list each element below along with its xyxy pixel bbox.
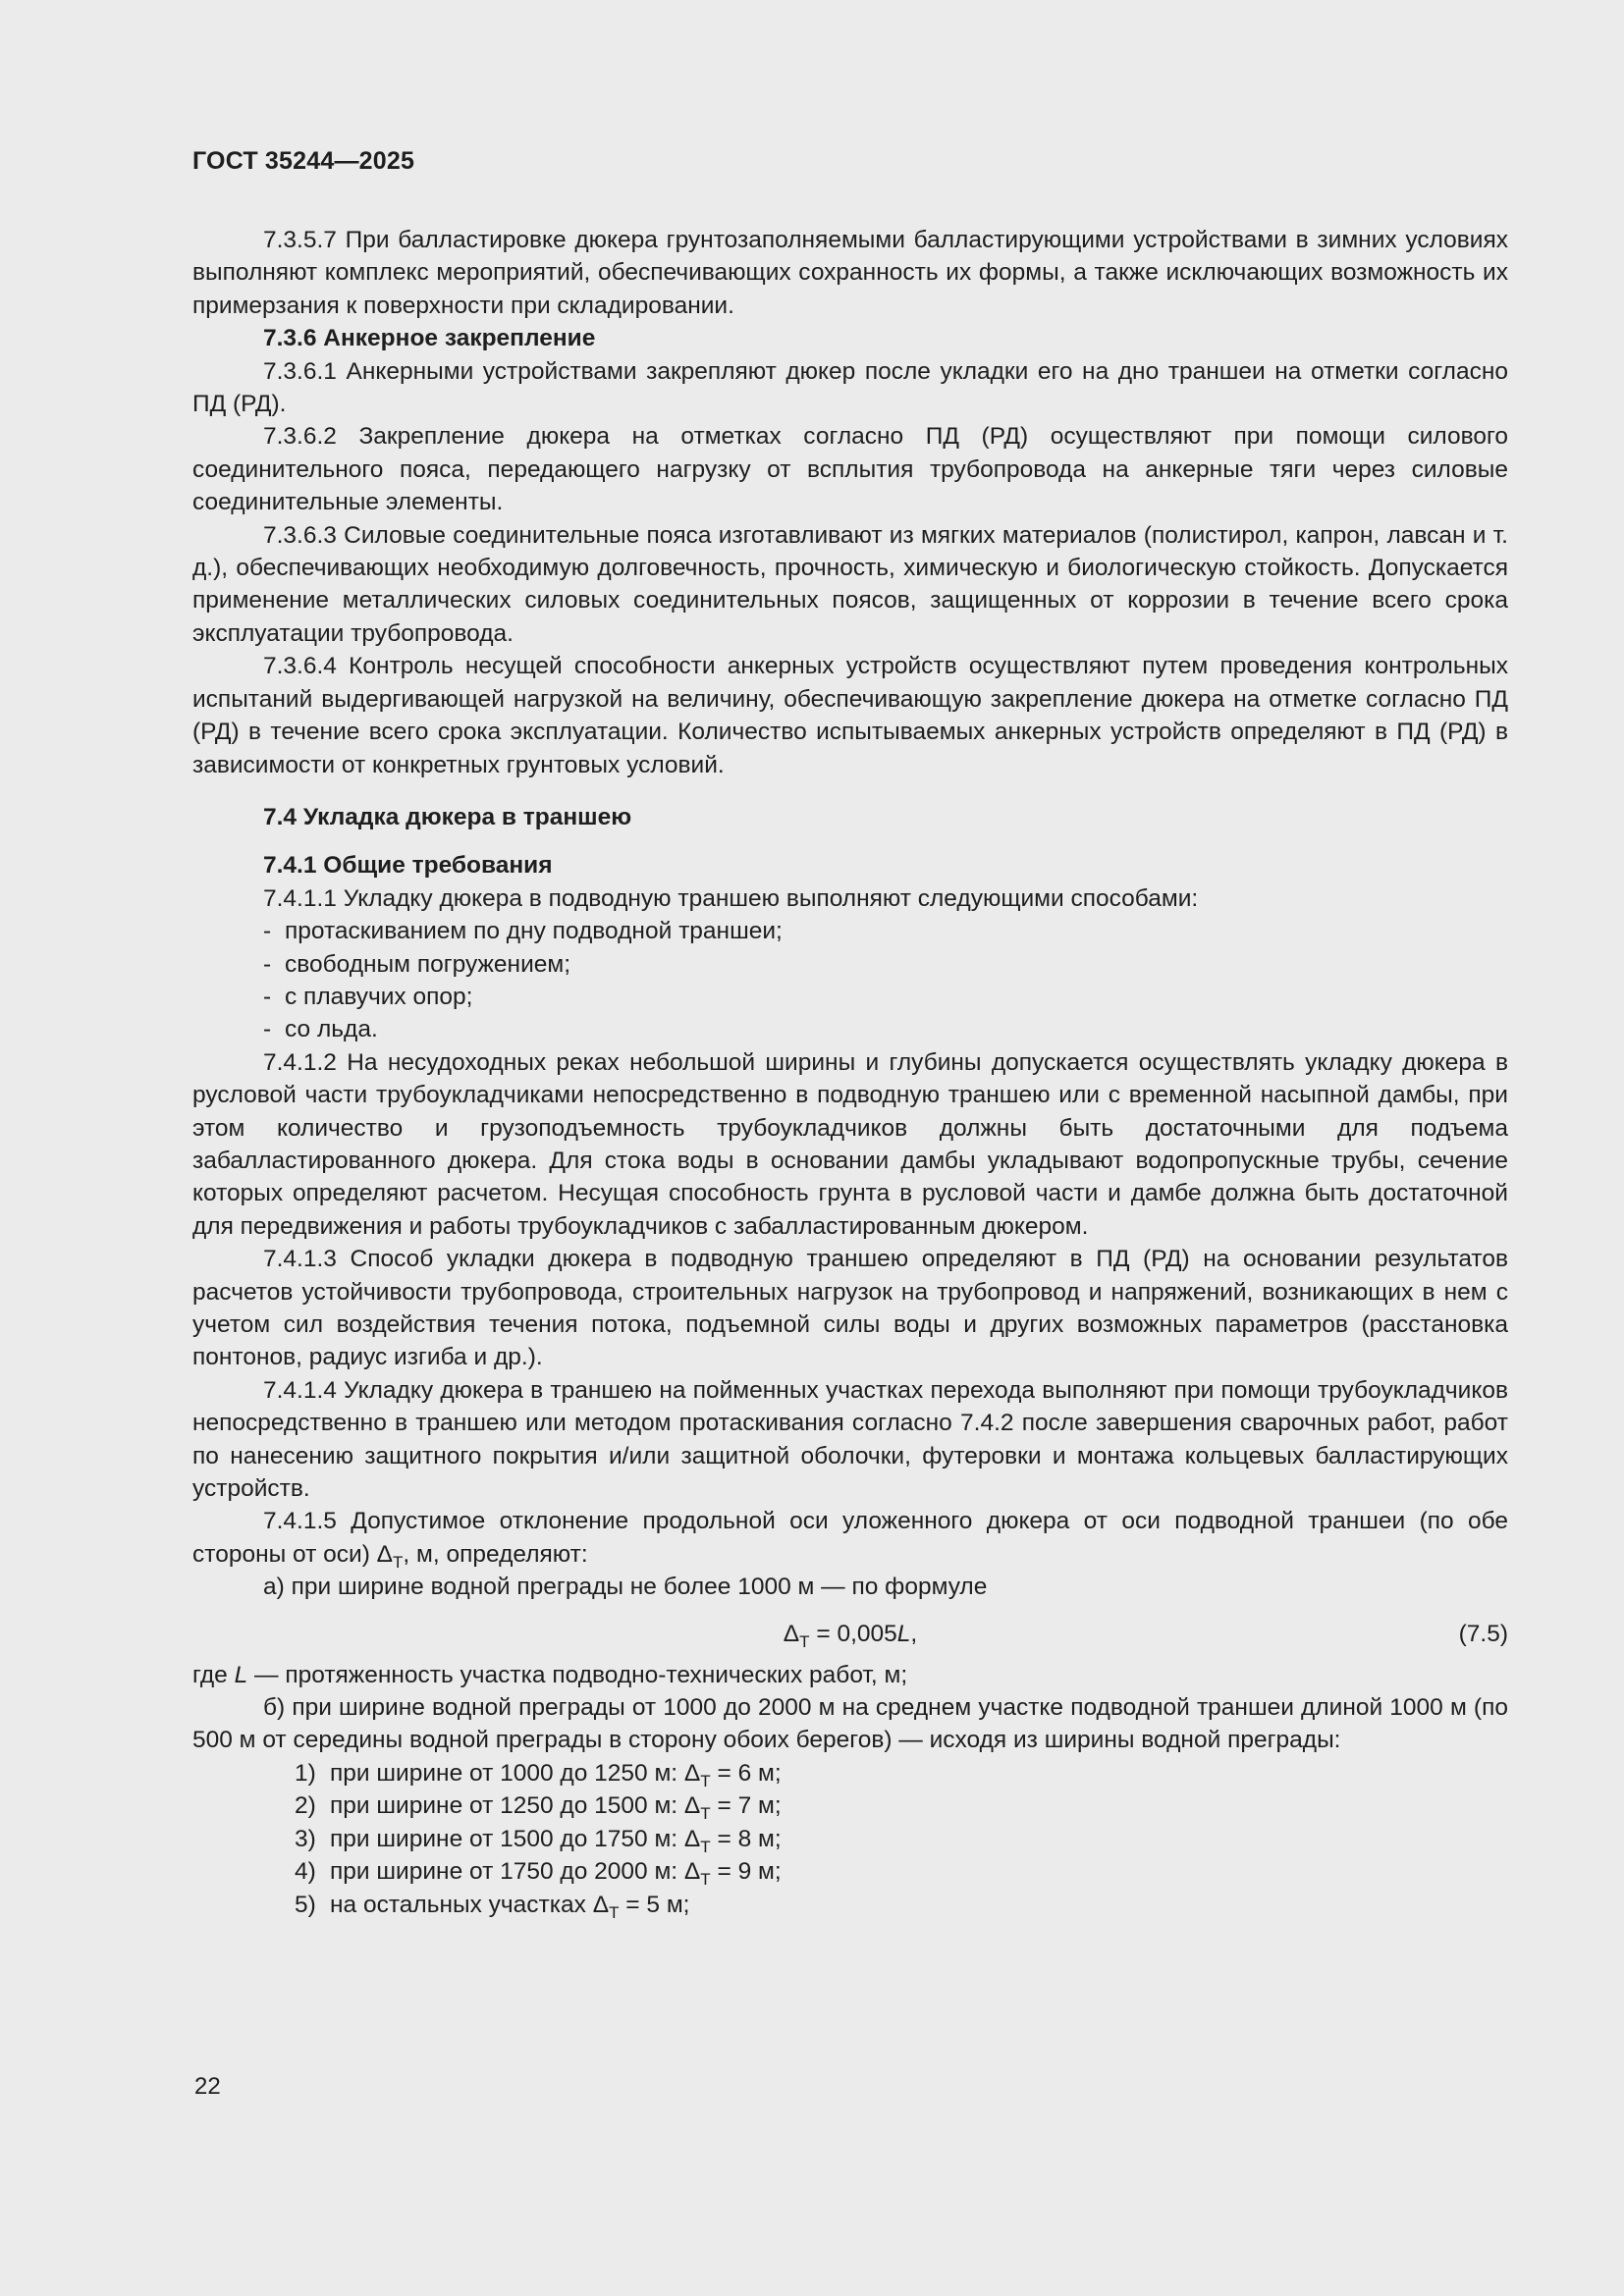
dash-marker: -	[263, 950, 272, 978]
paragraph-7-4-1-4: 7.4.1.4 Укладку дюкера в траншею на пойменных участках перехода выполняют при помощи трубоукладчиков непосредственно в траншею или методом протаскивания согласно 7.4.2 после завершения сварочных работ, работ по нанесению защитного покрытия и/или защитной оболочки, футеровки и монтажа кольцевых балластирующих устройств.	[192, 1376, 1508, 1503]
page-body	[192, 224, 1508, 1921]
formula-number: (7.5)	[1458, 1620, 1508, 1647]
paragraph-7-4-1-3: 7.4.1.3 Способ укладки дюкера в подводную траншею определяют в ПД (РД) на основании результатов расчетов устойчивости трубопровода, строительных нагрузок на трубопровод и напряжений, возникающих в нем с учетом сил воздействия течения потока, подъемной силы воды и других возможных параметров (расстановка понтонов, радиус изгиба и др.).	[192, 1246, 1508, 1371]
item-b: б) при ширине водной преграды от 1000 до 2000 м на среднем участке подводной траншеи длиной 1000 м (по 500 м от середины водной преграды в сторону обоих берегов) — исходя из ширины водной преграды:	[192, 1694, 1508, 1754]
paragraph-7-3-6-2: 7.3.6.2 Закрепление дюкера на отметках согласно ПД (РД) осуществляют при помощи силового соединительного пояса, передающего нагрузку от всплытия трубопровода на анкерные тяги через силовые соединительные элементы.	[192, 423, 1508, 516]
formula-expression: $\Delta_Т = 0,005L$,	[783, 1620, 918, 1651]
dash-marker: -	[263, 983, 272, 1010]
item-a: а) при ширине водной преграды не более 1000 м — по формуле	[263, 1574, 988, 1601]
paragraph-7-3-6-1: 7.3.6.1 Анкерными устройствами закрепляют дюкер после укладки его на дно траншеи на отметки согласно ПД (РД).	[192, 357, 1508, 418]
paragraph-7-3-6-3: 7.3.6.3 Силовые соединительные пояса изготавливают из мягких материалов (полистирол, капрон, лавсан и т. д.), обеспечивающих необходимую долговечность, прочность, химическую и биологическую стойкость. Допускается применение металлических силовых соединительных поясов, защищенных от коррозии в течение всего срока эксплуатации трубопровода.	[192, 521, 1508, 647]
heading-7-4: 7.4 Укладка дюкера в траншею	[263, 803, 632, 830]
list-item: 5) на остальных участках $\Delta_Т = 5$ м;	[295, 1891, 690, 1922]
formula-explanation: где L — протяженность участка подводно-технических работ, м;	[192, 1661, 908, 1688]
document-header: ГОСТ 35244—2025	[192, 147, 415, 175]
list-item: 2) при ширине от 1250 до 1500 м: $\Delta_Т = 7$ м;	[295, 1792, 782, 1824]
list-item: 3) при ширине от 1500 до 1750 м: $\Delta_Т = 8$ м;	[295, 1825, 782, 1856]
dash-marker: -	[263, 1016, 272, 1043]
heading-7-4-1: 7.4.1 Общие требования	[263, 852, 553, 880]
paragraph-7-3-5-7: 7.3.5.7 При балластировке дюкера грунтозаполняемыми балластирующими устройствами в зимних условиях выполняют комплекс мероприятий, обеспечивающих сохранность их формы, а также исключающих возможность их примерзания к поверхности при складировании.	[192, 227, 1508, 319]
paragraph-7-3-6-4: 7.3.6.4 Контроль несущей способности анкерных устройств осуществляют путем проведения контрольных испытаний выдергивающей нагрузкой на величину, обеспечивающую закрепление дюкера на отметке согласно ПД (РД) в течение всего срока эксплуатации. Количество испытываемых анкерных устройств определяют в ПД (РД) в зависимости от конкретных грунтовых условий.	[192, 653, 1508, 778]
formula-7-5	[192, 1610, 1508, 1655]
list-item: - протаскиванием по дну подводной траншеи;	[192, 915, 1508, 947]
heading-7-3-6: 7.3.6 Анкерное закрепление	[263, 325, 596, 352]
list-item: - свободным погружением;	[192, 948, 1508, 981]
list-item: 4) при ширине от 1750 до 2000 м: $\Delta_Т = 9$ м;	[295, 1858, 782, 1890]
paragraph-7-4-1-1: 7.4.1.1 Укладку дюкера в подводную траншею выполняют следующими способами:	[263, 884, 1199, 912]
dash-marker: -	[263, 918, 272, 945]
list-item: - со льда.	[192, 1013, 1508, 1045]
paragraph-7-4-1-5: 7.4.1.5 Допустимое отклонение продольной оси уложенного дюкера от оси подводной траншеи (по обе стороны от оси) $\Delta_Т$, м, определяют:	[192, 1508, 1508, 1572]
page-number: 22	[194, 2073, 221, 2100]
list-item: - с плавучих опор;	[192, 981, 1508, 1013]
list-item: 1) при ширине от 1000 до 1250 м: $\Delta_Т = 6$ м;	[295, 1759, 782, 1790]
paragraph-7-4-1-2: 7.4.1.2 На несудоходных реках небольшой ширины и глубины допускается осуществлять укладку дюкера в русловой части трубоукладчиками непосредственно в подводную траншею или с временной насыпной дамбы, при этом количество и грузоподъемность трубоукладчиков должны быть достаточными для подъема забалластированного дюкера. Для стока воды в основании дамбы укладывают водопропускные трубы, сечение которых определяют расчетом. Несущая способность грунта в русловой части и дамбе должна быть достаточной для передвижения и работы трубоукладчиков с забалластированным дюкером.	[192, 1048, 1508, 1240]
